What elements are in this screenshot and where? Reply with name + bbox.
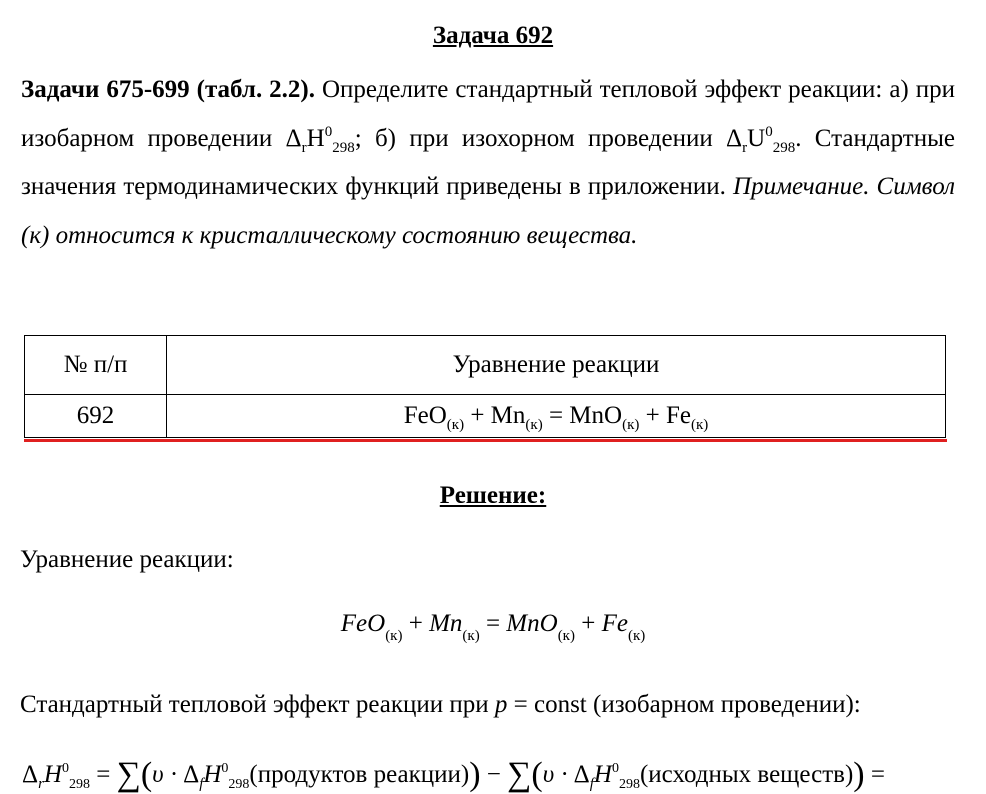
header-number: № п/п: [25, 336, 167, 395]
solution-heading: Решение:: [439, 482, 547, 509]
row-number: 692: [25, 395, 167, 438]
table-header-row: [25, 336, 946, 395]
sum-symbol-2: ∑: [507, 756, 532, 793]
header-equation: Уравнение реакции: [167, 336, 946, 395]
reaction-table: [24, 335, 946, 438]
task-lead: Задачи 675-699 (табл. 2.2).: [21, 76, 315, 103]
page-title: Задача 692: [432, 22, 554, 49]
row-equation: $FeO_{(к)} + Mn_{(к)} = MnO_{(к)} + Fe_{(к)}$: [167, 395, 946, 438]
enthalpy-formula: $\Delta_rH^0_{298} = \sum(\upsilon$ · $\Delta_fH^0_{298}(продуктов$ реакции)) − $\sum(\upsilon \cdot \Delta_fH^0_{298}(исходных$ веществ)) =: [22, 756, 885, 793]
note-text: Примечание. Символ (к) относится к кристаллическому состоянию вещества.: [21, 173, 955, 249]
red-underline: [24, 439, 947, 442]
task-text: Задачи 675-699 (табл. 2.2). Определите стандартный тепловой эффект реакции: а) при изобарном проведении $\Delta_rH^0_{298}$; б) при изохорном проведении $\Delta_rU^0_{298}$. Стандартные значения термодинамических функций приведены в приложении. Примечание. Символ (к) относится к кристаллическому состоянию вещества.: [21, 76, 956, 249]
equation-label: Уравнение реакции:: [20, 546, 234, 573]
reaction-equation: $FeO_{(к)} + Mn_{(к)} = MnO_{(к)} + Fe_{(к)}$: [340, 610, 646, 644]
table-row: [25, 395, 946, 438]
isobaric-label: Стандартный тепловой эффект реакции при p = const (изобарном проведении):: [20, 691, 861, 718]
sum-symbol: ∑: [116, 756, 141, 793]
